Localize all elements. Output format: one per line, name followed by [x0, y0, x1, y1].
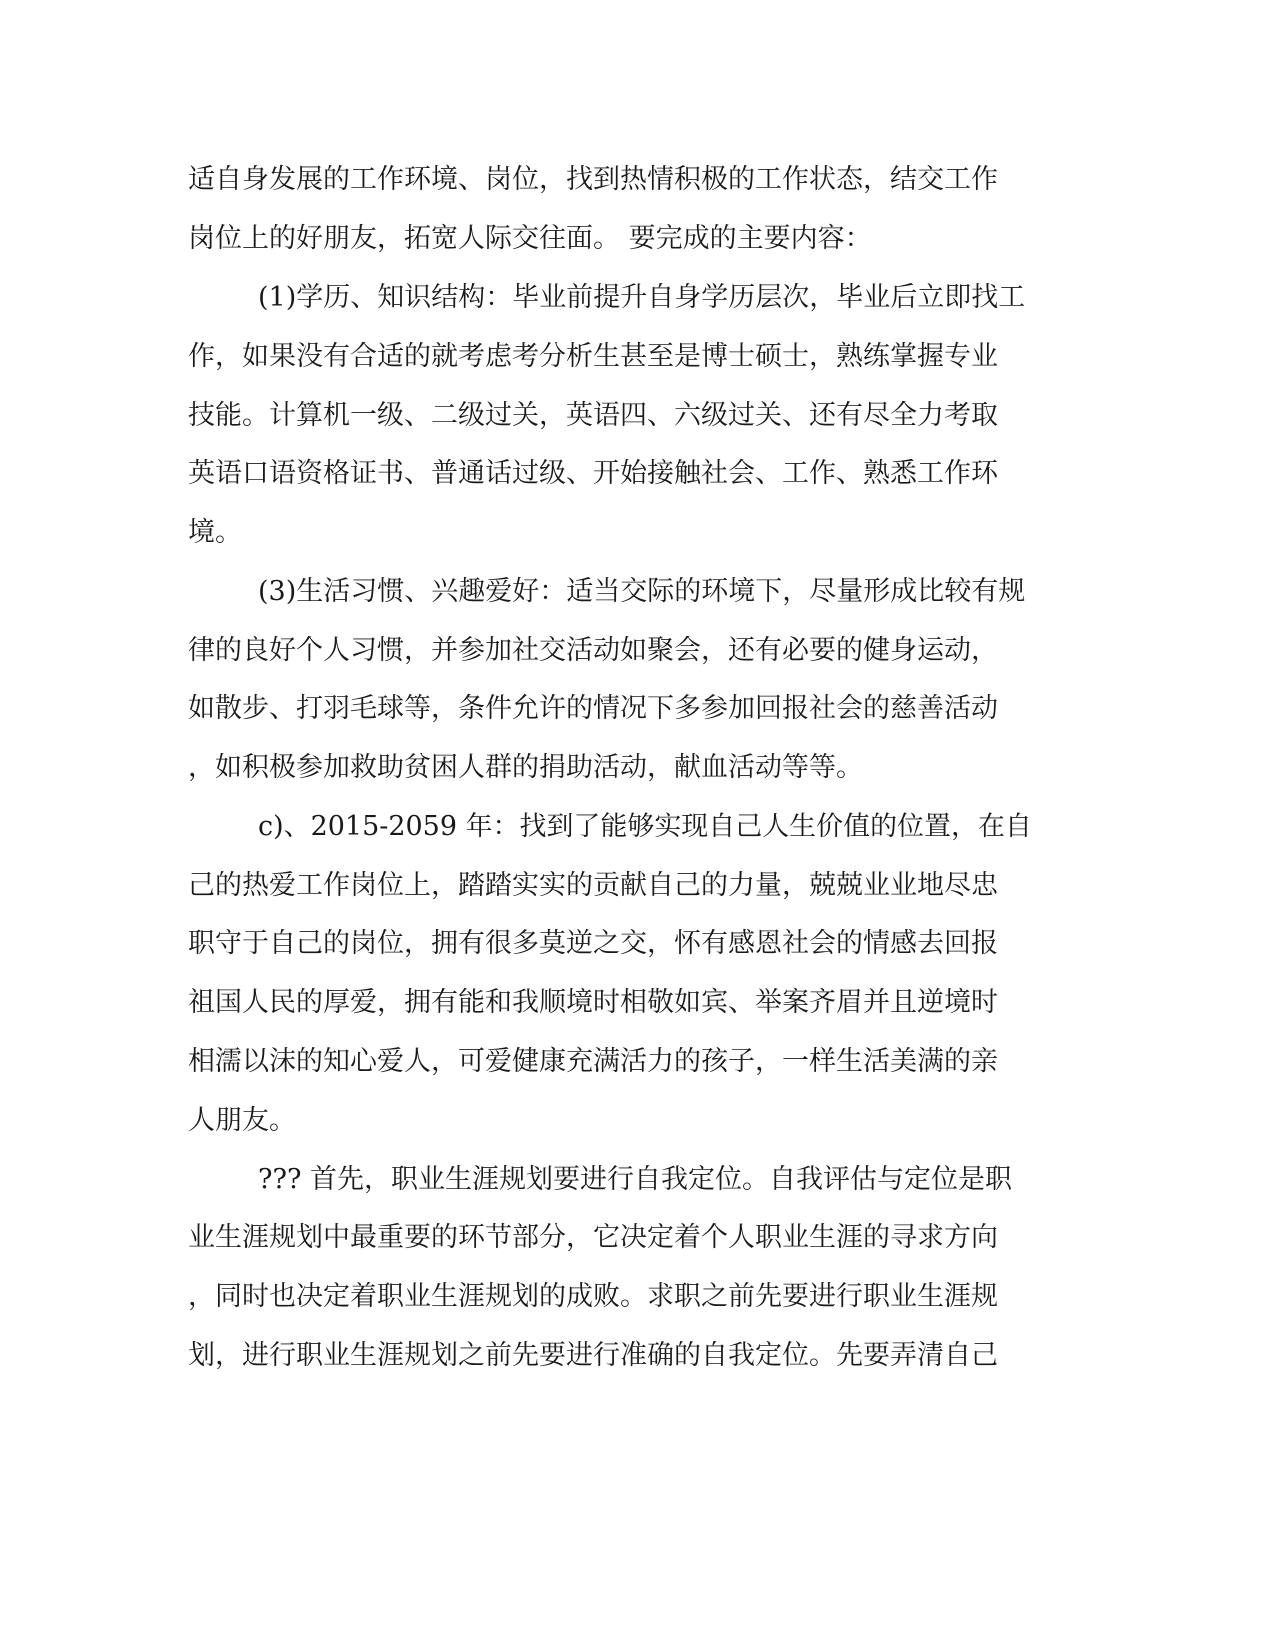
- text-line: 如散步、打羽毛球等，条件允许的情况下多参加回报社会的慈善活动: [188, 693, 998, 724]
- text-line: 英语口语资格证书、普通话过级、开始接触社会、工作、熟悉工作环: [188, 458, 998, 489]
- text-line: 业生涯规划中最重要的环节部分，它决定着个人职业生涯的寻求方向: [188, 1222, 998, 1253]
- text-line: 技能。计算机一级、二级过关，英语四、六级过关、还有尽全力考取: [188, 400, 998, 431]
- text-line: 相濡以沫的知心爱人，可爱健康充满活力的孩子，一样生活美满的亲: [188, 1046, 998, 1077]
- paragraph-start-line: (3)生活习惯、兴趣爱好：适当交际的环境下，尽量形成比较有规: [258, 576, 1026, 607]
- text-line: 律的良好个人习惯，并参加社交活动如聚会，还有必要的健身运动，: [188, 635, 998, 666]
- text-line: 作，如果没有合适的就考虑考分析生甚至是博士硕士，熟练掌握专业: [188, 341, 998, 372]
- text-line: 祖国人民的厚爱，拥有能和我顺境时相敬如宾、举案齐眉并且逆境时: [188, 987, 998, 1018]
- text-line: 人朋友。: [188, 1105, 296, 1136]
- text-line: 划，进行职业生涯规划之前先要进行准确的自我定位。先要弄清自己: [188, 1340, 998, 1371]
- paragraph-start-line: ??? 首先，职业生涯规划要进行自我定位。自我评估与定位是职: [258, 1164, 1013, 1195]
- text-line: 己的热爱工作岗位上，踏踏实实的贡献自己的力量，兢兢业业地尽忠: [188, 870, 998, 901]
- paragraph-start-line: c)、2015-2059 年：找到了能够实现自己人生价值的位置，在自: [258, 811, 1032, 842]
- text-line: ，同时也决定着职业生涯规划的成败。求职之前先要进行职业生涯规: [188, 1281, 998, 1312]
- paragraph-start-line: (1)学历、知识结构：毕业前提升自身学历层次，毕业后立即找工: [258, 282, 1026, 313]
- text-line: 境。: [188, 517, 242, 548]
- text-line: 职守于自己的岗位，拥有很多莫逆之交，怀有感恩社会的情感去回报: [188, 928, 998, 959]
- text-line: 适自身发展的工作环境、岗位，找到热情积极的工作状态，结交工作: [188, 164, 998, 195]
- text-line: 岗位上的好朋友，拓宽人际交往面。 要完成的主要内容：: [188, 223, 872, 254]
- text-line: ，如积极参加救助贫困人群的捐助活动，献血活动等等。: [188, 752, 863, 783]
